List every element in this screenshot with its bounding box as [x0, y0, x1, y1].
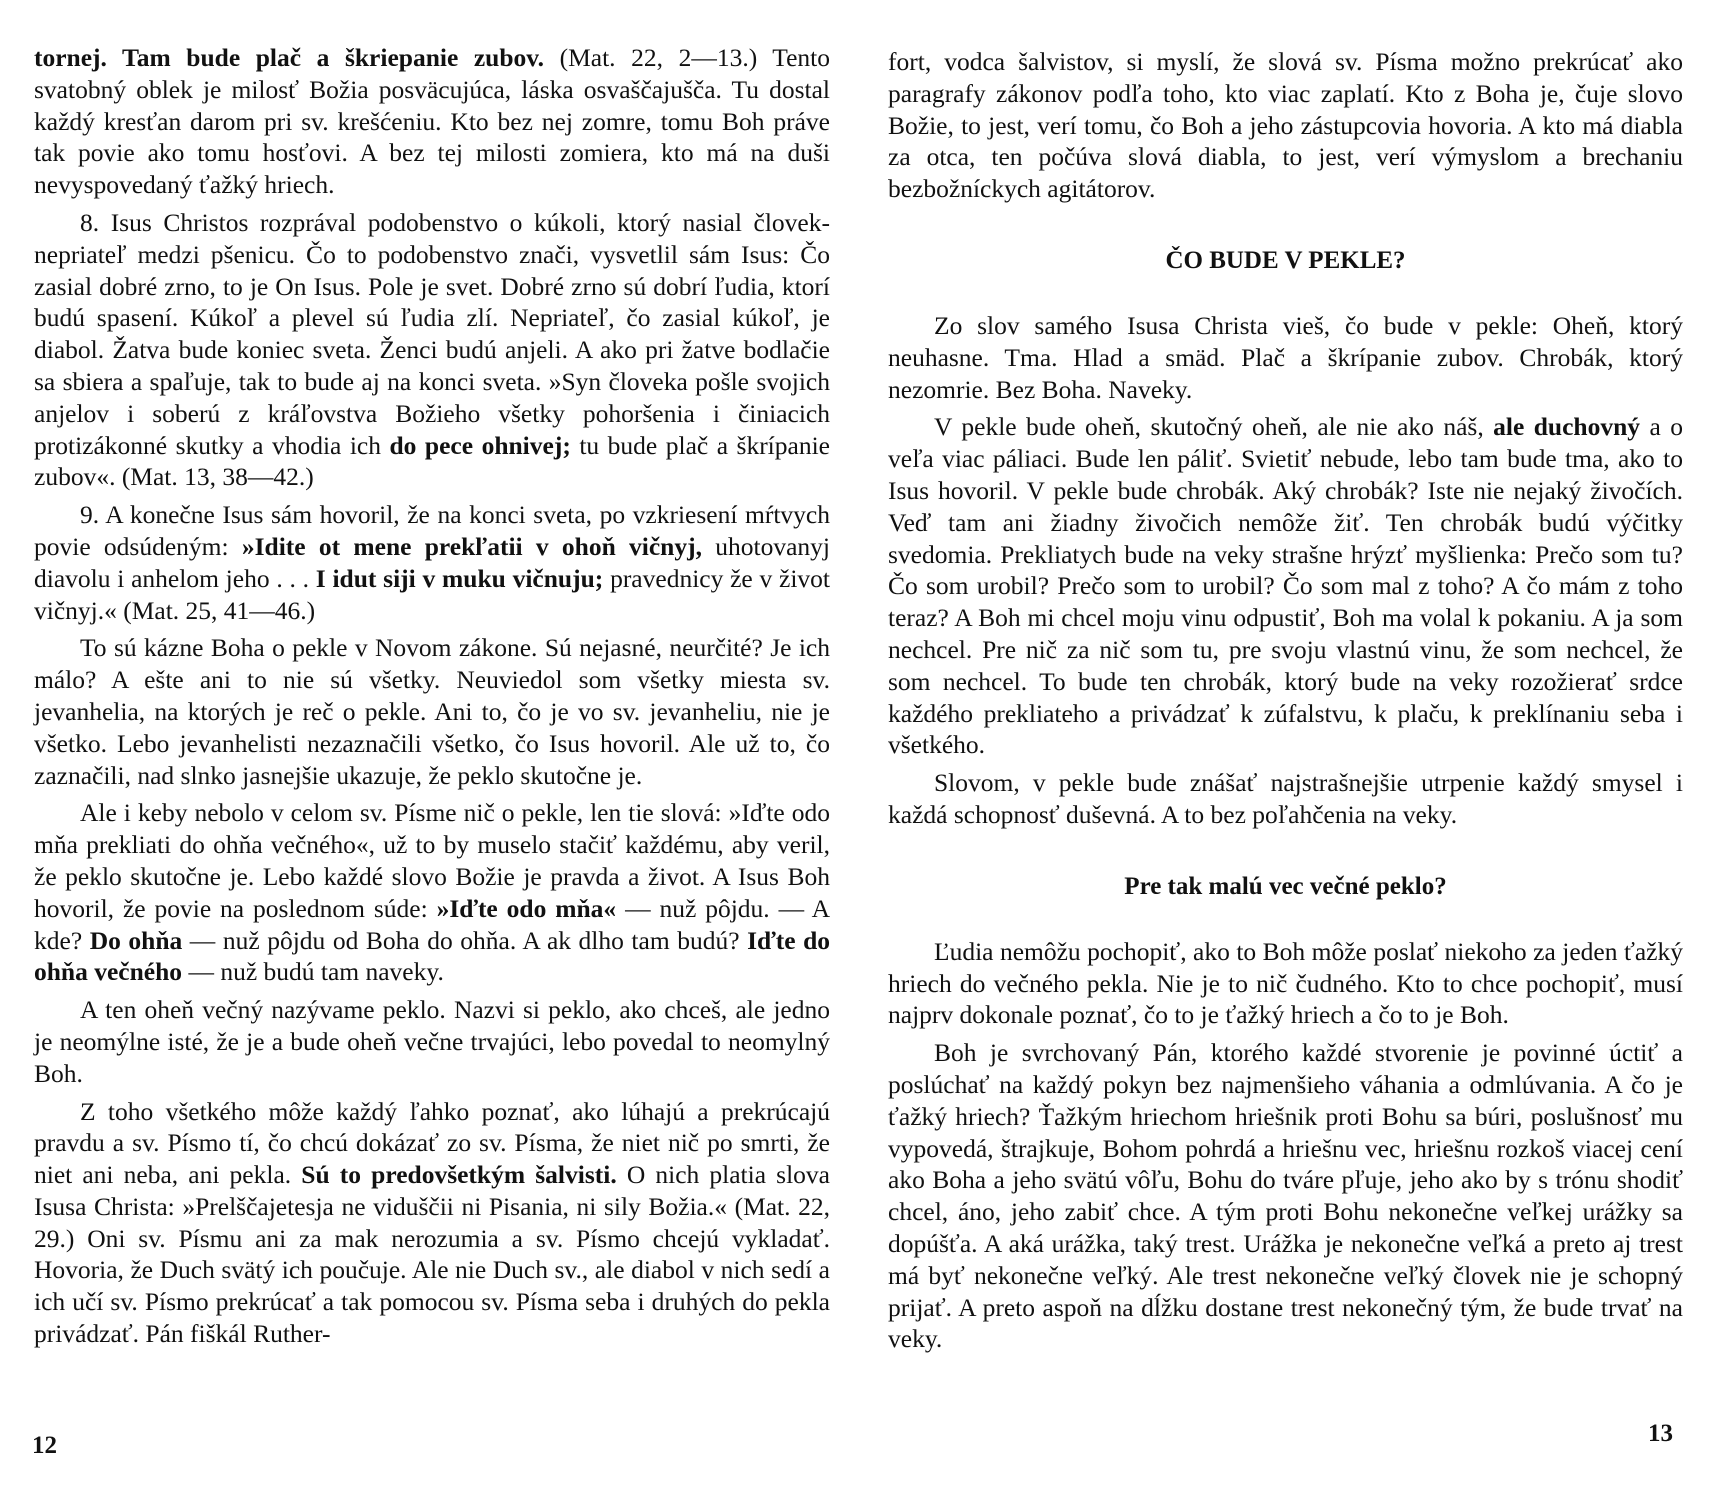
- bold-text-run: plač a škriepanie zubov.: [255, 43, 545, 72]
- bold-text-run: »Idite ot mene prekľatii v ohoň vičnyj,: [241, 531, 702, 561]
- left-paragraph-4: To sú kázne Boha o pekle v Novom zákone. Sú nejasné, neurčité? Je ich málo? A ešte ani to nie sú všetky. Neuviedol som všetky miesta sv. jevanhelia, na ktorých je reč o pekle. Ani to, čo je vo sv. jevanheliu, nie je všetko. Lebo jevanhelisti nezaznačili všetko, čo Isus hovoril. Ale už to, čo zaznačili, nad slnko jasnejšie ukazuje, že peklo skutočne je.: [34, 633, 830, 790]
- bold-text-run: Do ohňa: [89, 925, 183, 955]
- bold-text-run: Iďte do ohňa večného: [34, 925, 831, 987]
- page-number-left: 12: [32, 1432, 57, 1459]
- text-run: Ale i keby nebolo v celom sv. Písme nič o pekle, len tie slová: »Iďte odo mňa prekliati do ohňa večného«, už to by muselo stačiť každému, aby veril, že peklo skutočne je. Lebo každé slovo Božie je pravda a život. A Isus Boh hovoril, že povie na poslednom súde:: [34, 798, 830, 923]
- text-run: uhotovanyj diavolu i anhelom jeho . . .: [34, 531, 830, 593]
- text-run: a o veľa viac páliaci. Bude len páliť. Svietiť nebude, lebo tam bude tma, ako to Isus hovoril. V pekle bude chrobák. Aký chrobák? Iste nie nejaký živočích. Veď tam ani žiadny živočich nemôže žiť. Ten chrobák budú výčitky svedomia. Prekliatych bude na veky strašne hrýzť myšlienka: Prečo som tu? Čo som urobil? Prečo som to urobil? Čo som mal z toho? A čo mám z toho teraz? A Boh mi chcel moju vinu odpustiť, Boh ma volal k pokaniu. A ja som nechcel. Pre nič za nič som tu, pre svoju vlastnú vinu, že som nechcel, že som nechcel. To bude ten chrobák, ktorý bude na veky rozožierať srdce každého prekliateho a privádzať k zúfalstvu, k plaču, k preklínaniu seba i všetkého.: [888, 412, 1683, 760]
- bold-text-run: Sú to predovšetkým šalvisti.: [301, 1160, 617, 1190]
- left-paragraph-3: [34, 499, 830, 626]
- left-paragraph-2: [34, 207, 830, 493]
- text-run: Z toho všetkého môže každý ľahko poznať, ako lúhajú a prekrúcajú pravdu a sv. Písmo tí, čo chcú dokázať zo sv. Písma, že niet nič po smrti, že niet ani neba, ani pekla.: [34, 1096, 830, 1190]
- text-run: pravednicy že v život vičnyj.« (Mat. 25, 41—46.): [34, 563, 831, 625]
- bold-text-run: tornej. Tam bude: [34, 43, 256, 72]
- left-paragraph-1: [34, 42, 830, 201]
- text-run: — nuž budú tam naveky.: [182, 957, 444, 987]
- text-run: tu bude plač a škrípanie zubov«. (Mat. 13, 38—42.): [34, 430, 830, 492]
- right-paragraph-4: Slovom, v pekle bude znášať najstrašnejšie utrpenie každý smysel i každá schopnosť duševná. A to bez poľahčenia na veky.: [888, 768, 1683, 829]
- left-paragraph-5: [34, 797, 830, 988]
- text-run: V pekle bude oheň, skutočný oheň, ale nie ako náš,: [934, 412, 1494, 442]
- bold-text-run: »Iďte odo mňa«: [436, 893, 617, 923]
- text-run: 8. Isus Christos rozprával podobenstvo o kúkoli, ktorý nasial človek-nepriateľ medzi pšenicu. Čo to podobenstvo znači, vysvetlil sám Isus: Čo zasial dobré zrno, to je On Isus. Pole je svet. Dobré zrno sú dobrí ľudia, ktorí budú spasení. Kúkoľ a plevel sú ľudia zlí. Nepriateľ, čo zasial kúkoľ, je diabol. Žatva bude koniec sveta. Ženci budú anjeli. A ako pri žatve bodlačie sa sbiera a spaľuje, tak to bude aj na konci sveta. »Syn človeka pošle svojich anjelov i soberú z kráľovstva Božieho všetky pohoršenia i činiacich protizákonné skutky a vhodia ich: [34, 207, 830, 460]
- bold-text-run: do pece ohnivej;: [389, 430, 571, 460]
- text-run: — nuž pôjdu od Boha do ohňa. A ak dlho tam budú?: [182, 925, 748, 955]
- right-paragraph-1: fort, vodca šalvistov, si myslí, že slová sv. Písma možno prekrúcať ako paragrafy zákonov podľa toho, kto viac zaplatí. Kto z Boha je, čuje slovo Božie, to jest, verí tomu, čo Boh a jeho zástupcovia hovoria. A kto má diabla za otca, ten počúva slová diabla, to jest, verí výmyslom a brechaniu bezbožníckych agitátorov.: [888, 47, 1683, 204]
- right-paragraph-2: Zo slov samého Isusa Christa vieš, čo bude v pekle: Oheň, ktorý neuhasne. Tma. Hlad a smäd. Plač a škrípanie zubov. Chrobák, ktorý nezomrie. Bez Boha. Naveky.: [888, 310, 1683, 404]
- left-paragraph-7: [34, 1096, 830, 1350]
- right-paragraph-6: Boh je svrchovaný Pán, ktorého každé stvorenie je povinné úctiť a poslúchať na každý pokyn bez najmenšieho váhania a odmlúvania. A čo je ťažký hriech? Ťažkým hriechom hriešnik proti Bohu sa búri, poslušnosť mu vypovedá, štrajkuje, Bohom pohrdá a hriešnu vec, hriešnu rozkoš viacej cení ako Boha a jeho svätú vôľu, Bohu do tváre pľuje, jeho ako by s trónu shodiť chcel, áno, jeho zabiť chce. A tým proti Bohu nekonečne veľkej urážky sa dopúšťa. A aká urážka, taký trest. Urážka je nekonečne veľká a preto aj trest má byť nekonečne veľký. Ale trest nekonečne veľký človek nie je schopný prijať. A preto aspoň na dĺžku dostane trest nekonečný tým, že bude trvať na veky.: [888, 1038, 1683, 1354]
- right-paragraph-5: Ľudia nemôžu pochopiť, ako to Boh môže poslať niekoho za jeden ťažký hriech do večného pekla. Nie je to nič čudného. Kto to chce pochopiť, musí najprv dokonale poznať, čo to je ťažký hriech a čo to je Boh.: [888, 936, 1683, 1030]
- right-page-text: [888, 46, 1683, 1355]
- text-run: (Mat. 22, 2—13.) Tento svatobný oblek je milosť Božia posväcujúca, láska osvaščajušča. Tu dostal každý kresťan darom pri sv. krešćeniu. Kto bez nej zomre, tomu Boh práve tak povie ako tomu hosťovi. A bez tej milosti zomiera, kto má na duši nevyspovedaný ťažký hriech.: [34, 43, 830, 200]
- bold-text-run: ale duchovný: [1493, 412, 1641, 442]
- left-page-text: [34, 42, 830, 1350]
- left-paragraph-6: A ten oheň večný nazývame peklo. Nazvi si peklo, ako chceš, ale jedno je neomýlne isté, že je a bude oheň večne trvajúci, lebo povedal to neomylný Boh.: [34, 995, 830, 1088]
- text-run: O nich platia slova Isusa Christa: »Prelščajetesja ne viduščii ni Pisania, ni sily Božia.« (Mat. 22, 29.) Oni sv. Písmu ani za mak nerozumia a sv. Písmo chcejú vykladať. Hovoria, že Duch svätý ich poučuje. Ale nie Duch sv., ale diabol v nich sedí a ich učí sv. Písmo prekrúcať a tak pomocou sv. Písma seba i druhých do pekla privádzať. Pán fiškál Ruther-: [34, 1160, 830, 1349]
- text-run: — nuž pôjdu. — A kde?: [34, 893, 830, 955]
- text-run: 9. A konečne Isus sám hovoril, že na konci sveta, po vzkriesení mŕtvych povie odsúdeným:: [34, 500, 830, 561]
- page-number-right: 13: [1648, 1420, 1673, 1447]
- section-heading-1: ČO BUDE V PEKLE?: [1165, 246, 1406, 274]
- bold-text-run: I idut siji v muku vičnuju;: [315, 563, 604, 593]
- right-paragraph-3: [888, 411, 1683, 761]
- section-heading-2: Pre tak malú vec večné peklo?: [1124, 872, 1447, 900]
